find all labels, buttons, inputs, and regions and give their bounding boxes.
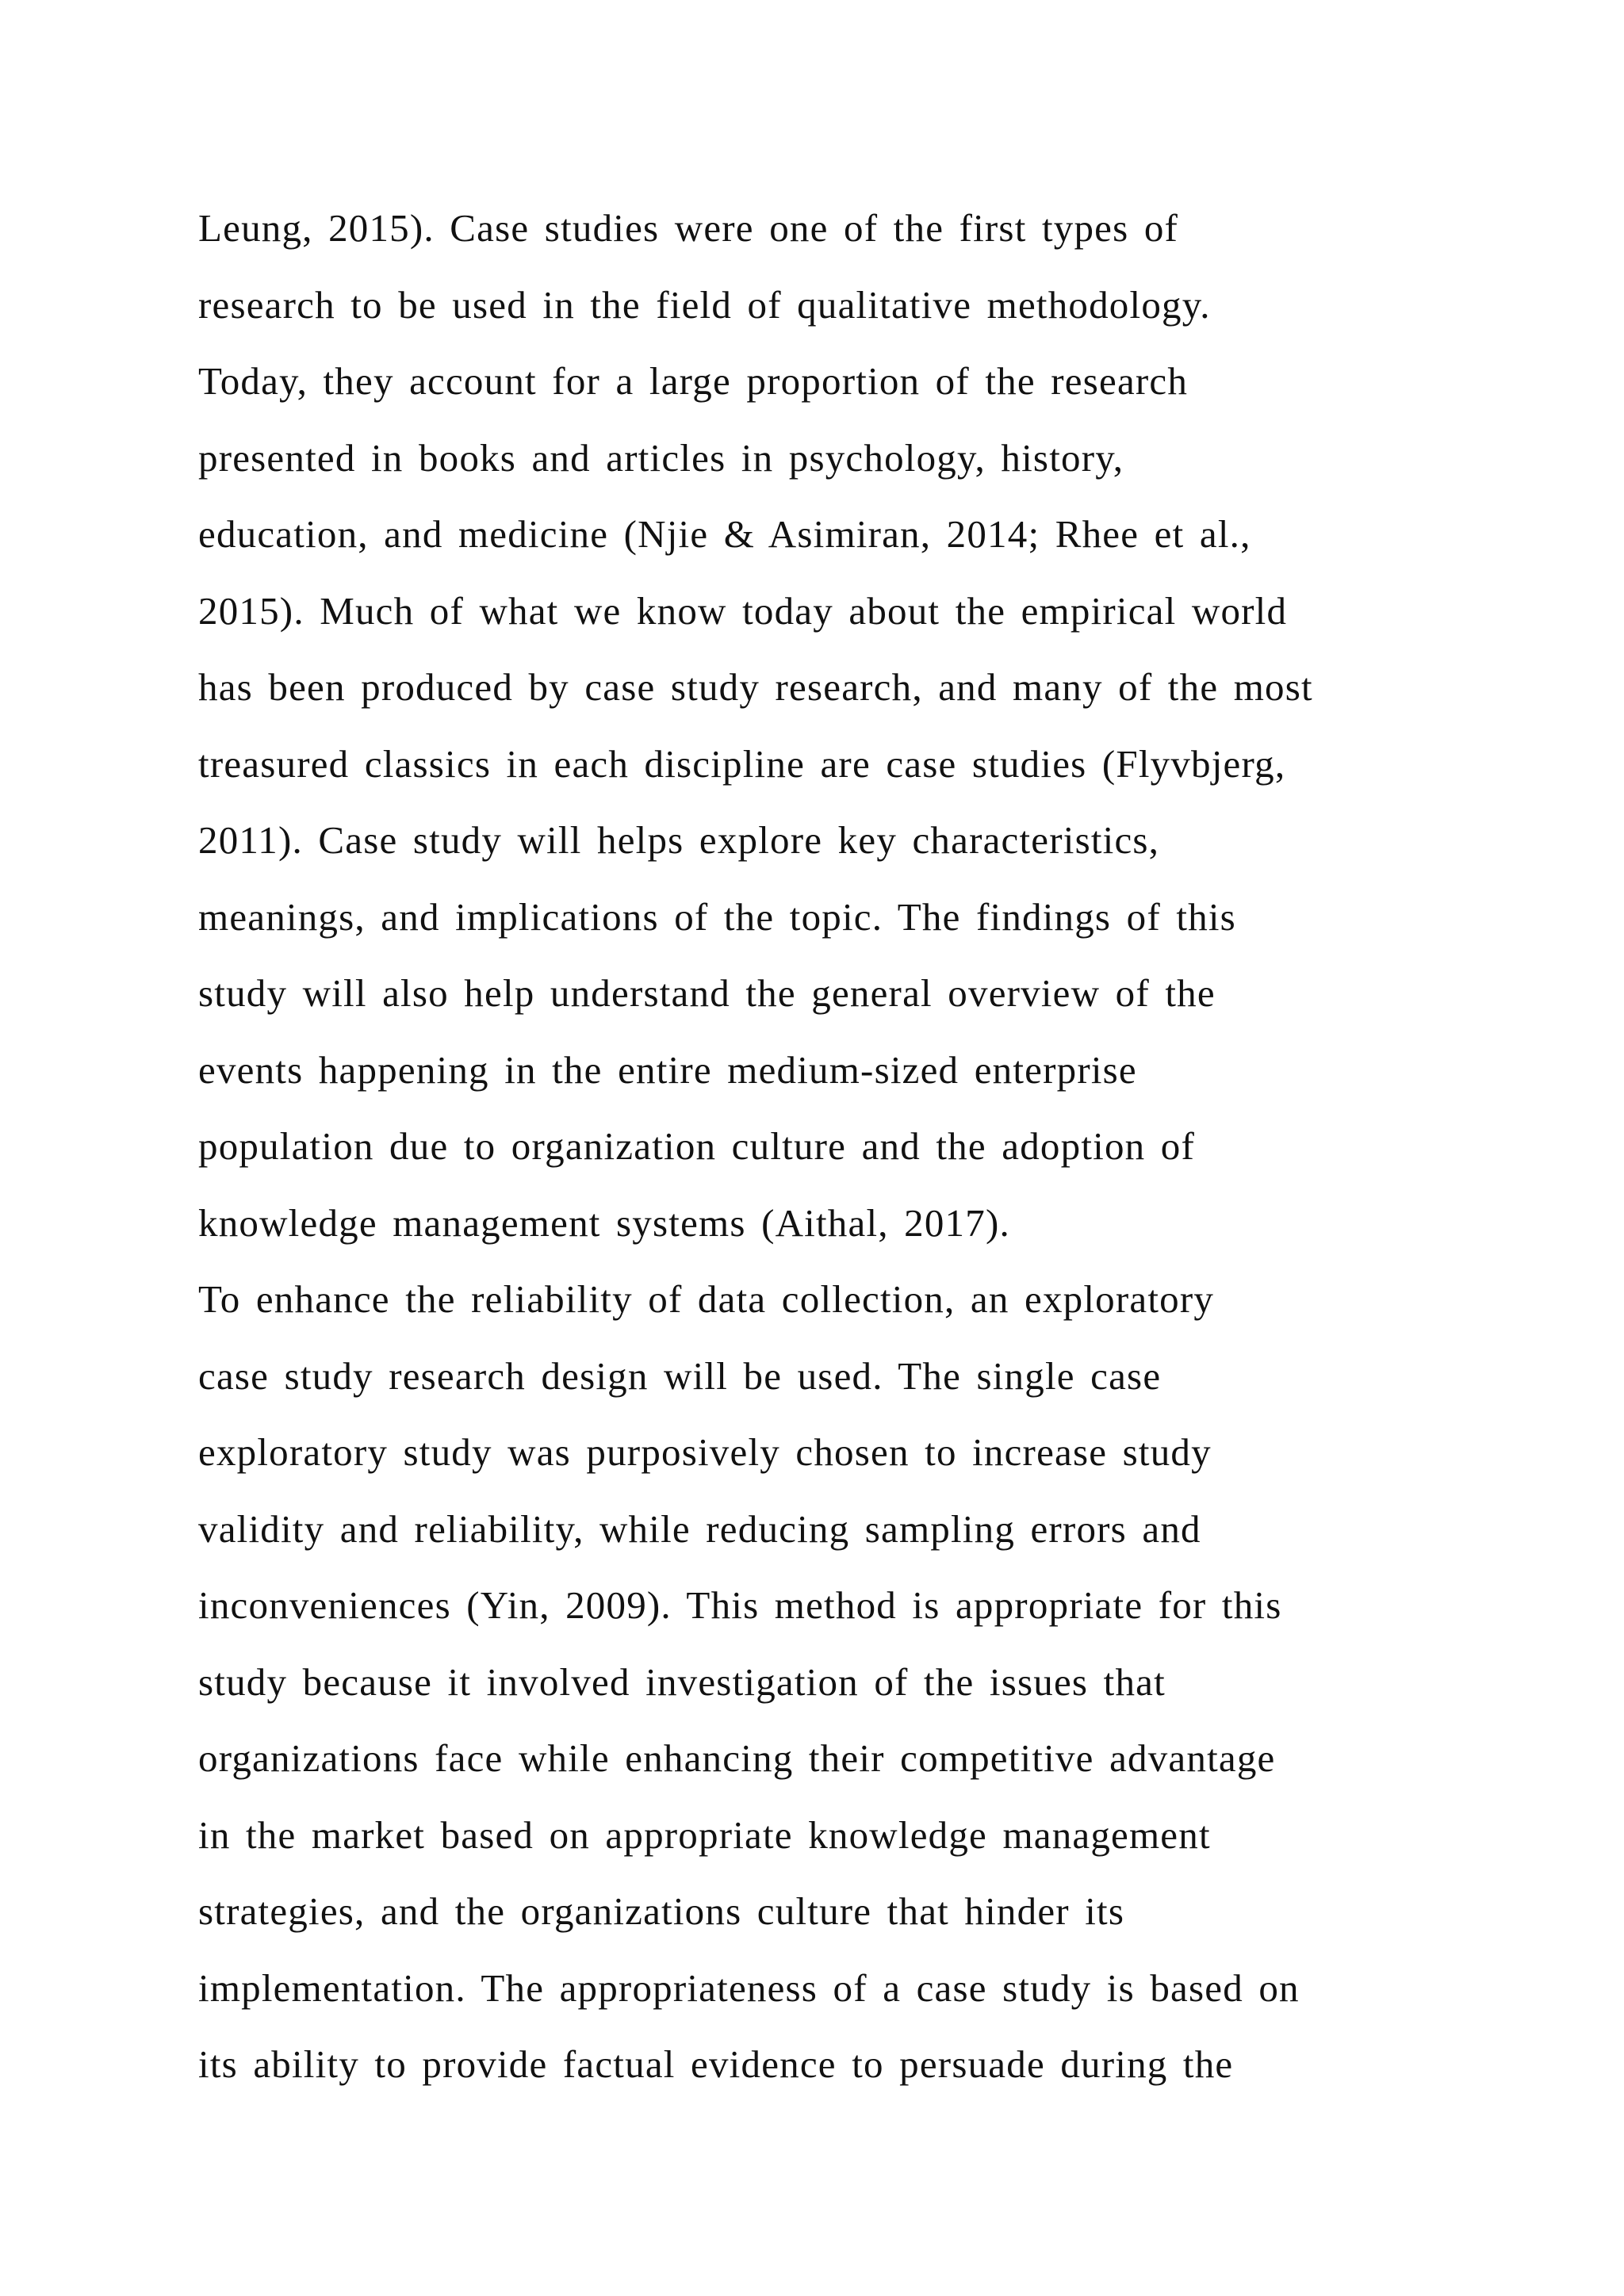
text-line: organizations face while enhancing their competitive advantage	[198, 1736, 1276, 1780]
text-line: in the market based on appropriate knowledge management	[198, 1812, 1211, 1857]
text-line: 2011). Case study will helps explore key characteristics,	[198, 818, 1160, 862]
text-line: research to be used in the field of qualitative methodology.	[198, 282, 1211, 327]
text-line: validity and reliability, while reducing sampling errors and	[198, 1506, 1201, 1551]
text-line: exploratory study was purposively chosen to increase study	[198, 1430, 1212, 1474]
text-line: has been produced by case study research, and many of the most	[198, 665, 1313, 709]
text-line: study will also help understand the general overview of the	[198, 971, 1216, 1015]
text-line: its ability to provide factual evidence to persuade during the	[198, 2042, 1234, 2086]
text-line: knowledge management systems (Aithal, 2017).	[198, 1200, 1010, 1245]
text-line: treasured classics in each discipline are case studies (Flyvbjerg,	[198, 741, 1286, 786]
text-line: events happening in the entire medium-sized enterprise	[198, 1047, 1137, 1092]
text-line: To enhance the reliability of data collection, an exploratory	[198, 1277, 1215, 1321]
text-line: study because it involved investigation of the issues that	[198, 1659, 1166, 1704]
text-line: Leung, 2015). Case studies were one of the first types of	[198, 206, 1179, 250]
body-text	[198, 190, 1507, 2103]
text-line: meanings, and implications of the topic. The findings of this	[198, 894, 1236, 939]
text-line: population due to organization culture and the adoption of	[198, 1124, 1196, 1168]
text-line: implementation. The appropriateness of a case study is based on	[198, 1965, 1300, 2010]
text-line: strategies, and the organizations culture that hinder its	[198, 1889, 1125, 1933]
text-line: 2015). Much of what we know today about the empirical world	[198, 588, 1288, 633]
text-line: presented in books and articles in psychology, history,	[198, 435, 1124, 480]
text-line: education, and medicine (Njie & Asimiran, 2014; Rhee et al.,	[198, 512, 1251, 556]
text-line: Today, they account for a large proportion of the research	[198, 359, 1189, 403]
text-line: case study research design will be used. The single case	[198, 1353, 1162, 1398]
text-line: inconveniences (Yin, 2009). This method is appropriate for this	[198, 1583, 1282, 1627]
